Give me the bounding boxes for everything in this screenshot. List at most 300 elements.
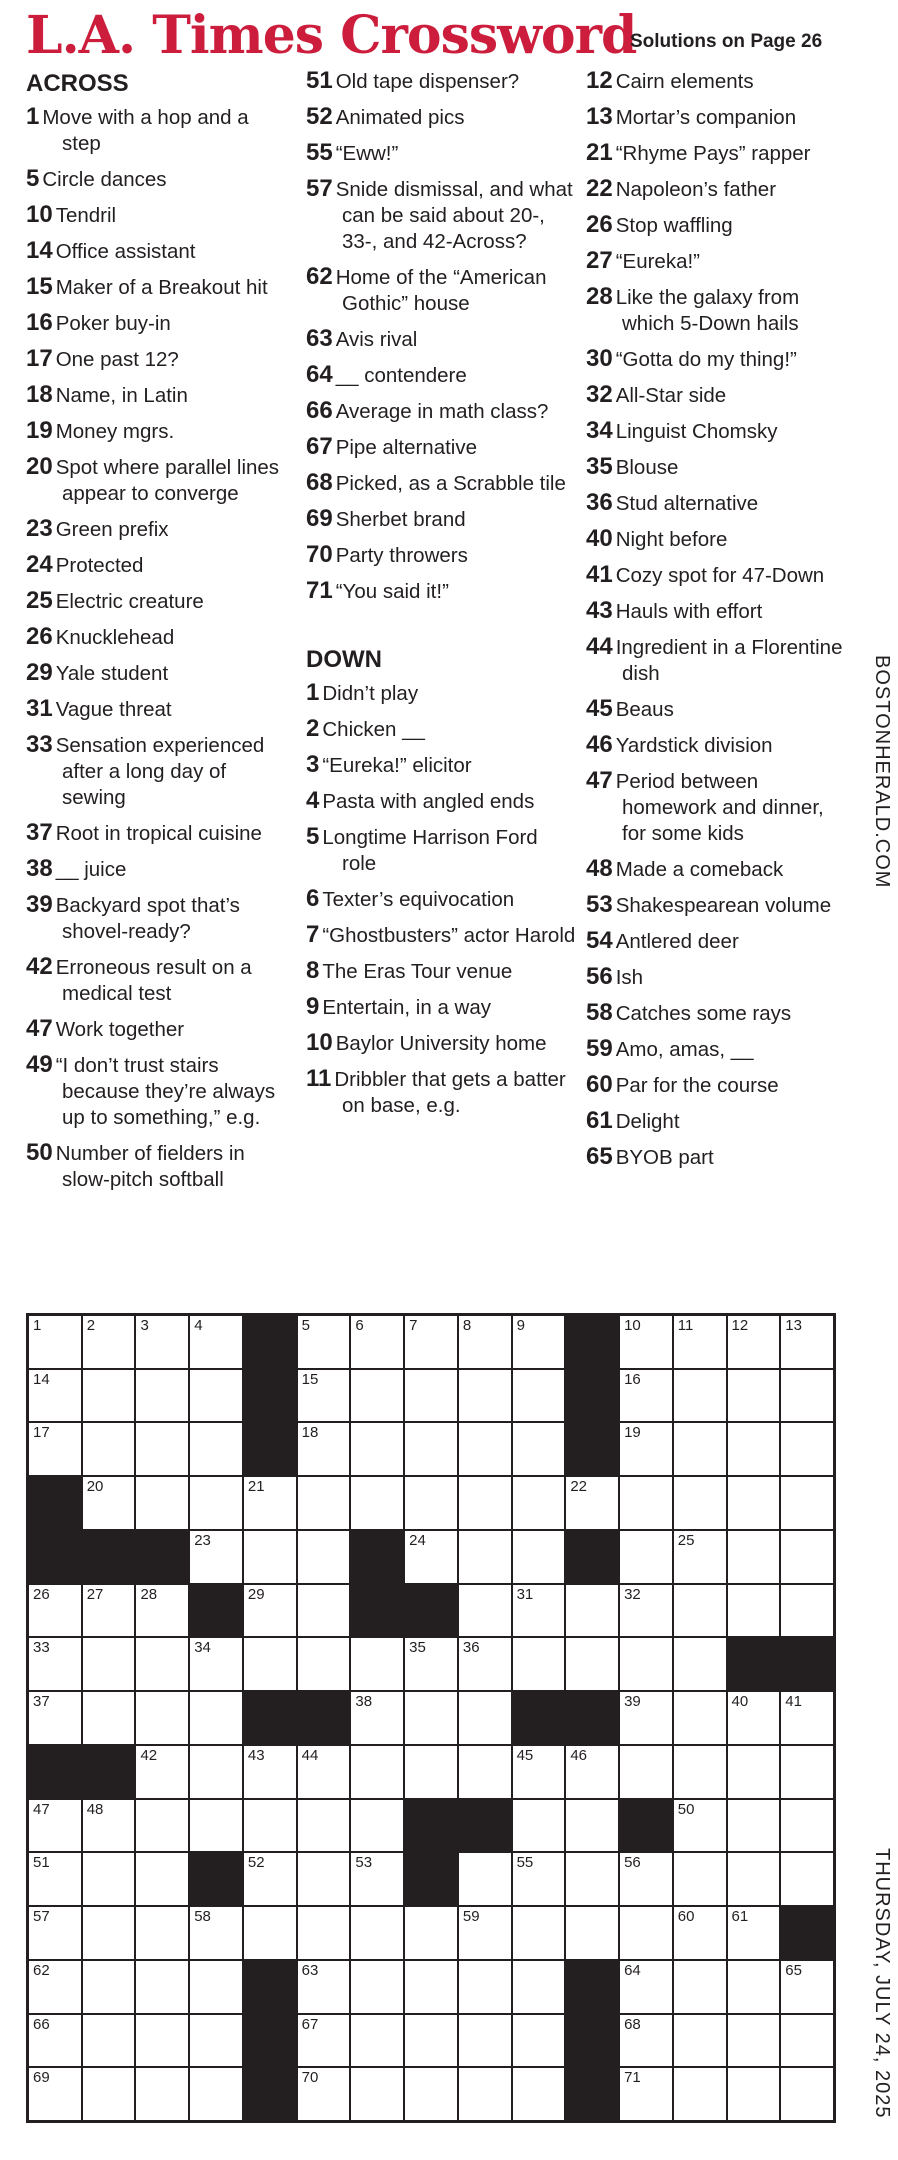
down-clue-7 [306, 922, 576, 949]
grid-cell[interactable] [298, 1746, 350, 1798]
grid-cell[interactable] [620, 1423, 672, 1475]
grid-cell[interactable] [136, 1638, 188, 1690]
clue-number: 35 [586, 453, 613, 480]
grid-cell[interactable] [674, 1316, 726, 1368]
grid-cell[interactable] [728, 1531, 780, 1583]
grid-cell[interactable] [136, 1961, 188, 2013]
grid-cell[interactable] [620, 1746, 672, 1798]
across-clue-66 [306, 398, 576, 425]
clue-number: 23 [26, 515, 53, 542]
clue-number: 69 [306, 505, 333, 532]
clue-text: “I don’t trust stairs because they’re always up to something,” e.g. [55, 1054, 276, 1129]
grid-cell[interactable] [459, 1853, 511, 1905]
grid-cell[interactable] [620, 1692, 672, 1744]
grid-cell[interactable] [298, 1853, 350, 1905]
down-clue-8 [306, 958, 576, 985]
grid-cell[interactable] [781, 1370, 833, 1422]
grid-cell[interactable] [190, 2068, 242, 2120]
grid-cell[interactable] [244, 1531, 296, 1583]
grid-cell[interactable] [190, 1638, 242, 1690]
grid-cell[interactable] [136, 1800, 188, 1852]
grid-cell[interactable] [513, 1746, 565, 1798]
grid-cell[interactable] [83, 1853, 135, 1905]
grid-cell[interactable] [298, 1800, 350, 1852]
grid-cell[interactable] [351, 1961, 403, 2013]
grid-cell[interactable] [459, 1477, 511, 1529]
clue-text: __ contendere [335, 364, 467, 387]
grid-cell[interactable] [674, 1961, 726, 2013]
grid-cell[interactable] [513, 1961, 565, 2013]
grid-cell[interactable] [244, 1853, 296, 1905]
down-clue-40 [586, 526, 846, 553]
grid-cell[interactable] [136, 2068, 188, 2120]
clue-text: “You said it!” [335, 580, 449, 603]
cell-number: 69 [33, 2069, 50, 2087]
grid-cell[interactable] [674, 2068, 726, 2120]
grid-cell[interactable] [728, 1477, 780, 1529]
grid-cell[interactable] [351, 1423, 403, 1475]
grid-cell[interactable] [513, 1423, 565, 1475]
clue-text: Backyard spot that’s shovel-ready? [55, 894, 240, 943]
grid-cell[interactable] [513, 2015, 565, 2067]
grid-cell[interactable] [728, 1853, 780, 1905]
clue-number: 30 [586, 345, 613, 372]
black-square [29, 1531, 81, 1583]
grid-cell[interactable] [459, 1692, 511, 1744]
grid-cell[interactable] [781, 1853, 833, 1905]
grid-cell[interactable] [29, 1585, 81, 1637]
grid-cell[interactable] [459, 1638, 511, 1690]
grid-cell[interactable] [136, 1477, 188, 1529]
grid-cell[interactable] [513, 1477, 565, 1529]
grid-cell[interactable] [405, 1746, 457, 1798]
grid-cell[interactable] [351, 1477, 403, 1529]
across-clue-33 [26, 732, 286, 811]
grid-cell[interactable] [83, 2068, 135, 2120]
grid-cell[interactable] [298, 1638, 350, 1690]
grid-cell[interactable] [136, 1370, 188, 1422]
grid-cell[interactable] [674, 1692, 726, 1744]
grid-cell[interactable] [513, 2068, 565, 2120]
clue-number: 64 [306, 361, 333, 388]
grid-cell[interactable] [136, 1423, 188, 1475]
grid-cell[interactable] [459, 1585, 511, 1637]
clue-number: 37 [26, 819, 53, 846]
grid-cell[interactable] [351, 1316, 403, 1368]
grid-cell[interactable] [781, 1477, 833, 1529]
grid-cell[interactable] [190, 1800, 242, 1852]
black-square [190, 1853, 242, 1905]
grid-cell[interactable] [244, 1477, 296, 1529]
grid-cell[interactable] [136, 1746, 188, 1798]
down-clue-3 [306, 752, 576, 779]
grid-cell[interactable] [513, 1531, 565, 1583]
black-square [566, 1423, 618, 1475]
black-square [244, 1316, 296, 1368]
clue-number: 67 [306, 433, 333, 460]
across-clue-19 [26, 418, 286, 445]
down-clue-26 [586, 212, 846, 239]
clue-number: 18 [26, 381, 53, 408]
grid-cell[interactable] [351, 1692, 403, 1744]
grid-cell[interactable] [351, 2015, 403, 2067]
grid-cell[interactable] [566, 1853, 618, 1905]
cell-number: 26 [33, 1585, 50, 1603]
grid-cell[interactable] [405, 2015, 457, 2067]
grid-cell[interactable] [244, 1585, 296, 1637]
grid-cell[interactable] [620, 2068, 672, 2120]
black-square [83, 1531, 135, 1583]
down-clue-47 [586, 768, 846, 847]
black-square [566, 1316, 618, 1368]
grid-cell[interactable] [728, 1800, 780, 1852]
grid-cell[interactable] [728, 1316, 780, 1368]
clue-number: 9 [306, 993, 320, 1020]
black-square [351, 1531, 403, 1583]
clue-number: 40 [586, 525, 613, 552]
across-clue-31 [26, 696, 286, 723]
grid-cell[interactable] [136, 2015, 188, 2067]
grid-cell[interactable] [29, 1907, 81, 1959]
clue-text: Blouse [615, 456, 679, 479]
grid-cell[interactable] [728, 2015, 780, 2067]
clue-number: 36 [586, 489, 613, 516]
grid-cell[interactable] [620, 1638, 672, 1690]
down-clue-27 [586, 248, 846, 275]
clue-number: 50 [26, 1139, 53, 1166]
grid-cell[interactable] [29, 2015, 81, 2067]
clue-text: Stud alternative [615, 492, 759, 515]
grid-cell[interactable] [298, 1316, 350, 1368]
across-clue-list-cont [306, 68, 576, 605]
down-clue-43 [586, 598, 846, 625]
cell-number: 15 [301, 1370, 319, 1388]
grid-cell[interactable] [29, 1961, 81, 2013]
clue-text: Pasta with angled ends [322, 790, 535, 813]
grid-cell[interactable] [459, 1907, 511, 1959]
grid-cell[interactable] [459, 1316, 511, 1368]
grid-cell[interactable] [83, 1907, 135, 1959]
grid-cell[interactable] [674, 1853, 726, 1905]
grid-cell[interactable] [781, 1800, 833, 1852]
grid-cell[interactable] [674, 1585, 726, 1637]
grid-cell[interactable] [83, 1638, 135, 1690]
grid-cell[interactable] [244, 1746, 296, 1798]
grid-cell[interactable] [566, 1907, 618, 1959]
grid-cell[interactable] [83, 2015, 135, 2067]
across-clue-25 [26, 588, 286, 615]
grid-cell[interactable] [351, 1907, 403, 1959]
grid-cell[interactable] [620, 1531, 672, 1583]
grid-cell[interactable] [244, 1800, 296, 1852]
grid-cell[interactable] [459, 2068, 511, 2120]
grid-cell[interactable] [351, 1746, 403, 1798]
grid-cell[interactable] [513, 1585, 565, 1637]
clue-text: Average in math class? [335, 400, 549, 423]
grid-cell[interactable] [298, 1370, 350, 1422]
grid-cell[interactable] [136, 1853, 188, 1905]
grid-cell[interactable] [190, 1961, 242, 2013]
grid-cell[interactable] [405, 1531, 457, 1583]
grid-cell[interactable] [728, 1907, 780, 1959]
grid-cell[interactable] [513, 1316, 565, 1368]
grid-cell[interactable] [620, 1853, 672, 1905]
grid-cell[interactable] [674, 1800, 726, 1852]
clue-number: 1 [26, 103, 40, 130]
grid-cell[interactable] [566, 1800, 618, 1852]
grid-cell[interactable] [728, 1585, 780, 1637]
cell-number: 57 [33, 1908, 50, 1926]
across-clue-list [26, 104, 286, 1193]
down-clue-34 [586, 418, 846, 445]
clue-text: Money mgrs. [55, 420, 175, 443]
grid-cell[interactable] [781, 1316, 833, 1368]
across-clue-69 [306, 506, 576, 533]
clue-text: Didn’t play [322, 682, 419, 705]
grid-cell[interactable] [781, 1531, 833, 1583]
grid-cell[interactable] [620, 1961, 672, 2013]
grid-cell[interactable] [781, 2068, 833, 2120]
clue-text: Tendril [55, 204, 117, 227]
cell-number: 50 [677, 1800, 695, 1818]
grid-cell[interactable] [83, 1477, 135, 1529]
grid-cell[interactable] [29, 1316, 81, 1368]
grid-cell[interactable] [405, 1907, 457, 1959]
grid-cell[interactable] [405, 1961, 457, 2013]
grid-cell[interactable] [513, 1800, 565, 1852]
grid-cell[interactable] [83, 1585, 135, 1637]
cell-number: 27 [86, 1585, 104, 1603]
grid-cell[interactable] [459, 1531, 511, 1583]
grid-cell[interactable] [728, 1370, 780, 1422]
grid-cell[interactable] [298, 1585, 350, 1637]
clue-text: Beaus [615, 698, 674, 721]
across-clue-18 [26, 382, 286, 409]
grid-cell[interactable] [566, 1585, 618, 1637]
across-clue-51 [306, 68, 576, 95]
grid-cell[interactable] [190, 1692, 242, 1744]
across-clue-67 [306, 434, 576, 461]
clue-text: “Rhyme Pays” rapper [615, 142, 811, 165]
cell-number: 21 [247, 1478, 265, 1496]
grid-cell[interactable] [83, 1370, 135, 1422]
grid-cell[interactable] [83, 1316, 135, 1368]
grid-cell[interactable] [566, 1477, 618, 1529]
grid-cell[interactable] [351, 1638, 403, 1690]
grid-cell[interactable] [244, 1907, 296, 1959]
grid-cell[interactable] [190, 1746, 242, 1798]
grid-cell[interactable] [513, 1853, 565, 1905]
cell-number: 10 [624, 1317, 641, 1334]
clue-text: Antlered deer [615, 930, 739, 953]
grid-cell[interactable] [674, 1370, 726, 1422]
across-clue-5 [26, 166, 286, 193]
grid-cell[interactable] [674, 1907, 726, 1959]
grid-cell[interactable] [298, 1423, 350, 1475]
grid-cell[interactable] [620, 2015, 672, 2067]
grid-cell[interactable] [351, 1853, 403, 1905]
grid-cell[interactable] [405, 1692, 457, 1744]
grid-cell[interactable] [459, 1423, 511, 1475]
grid-cell[interactable] [405, 2068, 457, 2120]
grid-cell[interactable] [728, 1692, 780, 1744]
grid-cell[interactable] [29, 1638, 81, 1690]
black-square [29, 1477, 81, 1529]
grid-cell[interactable] [29, 2068, 81, 2120]
grid-cell[interactable] [298, 1477, 350, 1529]
grid-cell[interactable] [298, 1907, 350, 1959]
black-square [351, 1585, 403, 1637]
grid-cell[interactable] [136, 1907, 188, 1959]
grid-cell[interactable] [620, 1316, 672, 1368]
grid-cell[interactable] [513, 1370, 565, 1422]
grid-cell[interactable] [781, 1692, 833, 1744]
grid-cell[interactable] [728, 1423, 780, 1475]
cell-number: 8 [462, 1317, 472, 1334]
clue-text: Erroneous result on a medical test [55, 956, 252, 1005]
grid-cell[interactable] [29, 1423, 81, 1475]
grid-cell[interactable] [136, 1316, 188, 1368]
across-clue-63 [306, 326, 576, 353]
grid-cell[interactable] [781, 1585, 833, 1637]
cell-number: 53 [355, 1854, 373, 1872]
clue-number: 42 [26, 953, 53, 980]
grid-cell[interactable] [244, 1638, 296, 1690]
grid-cell[interactable] [620, 1585, 672, 1637]
clue-column-3 [586, 68, 846, 1180]
grid-cell[interactable] [674, 1531, 726, 1583]
grid-cell[interactable] [781, 1746, 833, 1798]
grid-cell[interactable] [190, 1423, 242, 1475]
clue-number: 70 [306, 541, 333, 568]
clue-text: All-Star side [615, 384, 727, 407]
across-clue-62 [306, 264, 576, 317]
clue-number: 4 [306, 787, 320, 814]
grid-cell[interactable] [298, 1961, 350, 2013]
across-clue-50 [26, 1140, 286, 1193]
grid-cell[interactable] [513, 1907, 565, 1959]
cell-number: 24 [409, 1531, 426, 1549]
grid-cell[interactable] [190, 1531, 242, 1583]
grid-cell[interactable] [351, 2068, 403, 2120]
grid-cell[interactable] [83, 1961, 135, 2013]
crossword-grid [26, 1313, 836, 2123]
grid-cell[interactable] [620, 1907, 672, 1959]
grid-cell[interactable] [459, 2015, 511, 2067]
cell-number: 34 [194, 1639, 211, 1657]
grid-cell[interactable] [405, 1423, 457, 1475]
grid-cell[interactable] [298, 2015, 350, 2067]
cell-number: 7 [409, 1317, 418, 1334]
grid-cell[interactable] [29, 1800, 81, 1852]
grid-cell[interactable] [136, 1585, 188, 1637]
grid-cell[interactable] [459, 1370, 511, 1422]
clue-text: Dribbler that gets a batter on base, e.g. [334, 1068, 566, 1117]
clue-number: 34 [586, 417, 613, 444]
grid-cell[interactable] [674, 1477, 726, 1529]
grid-cell[interactable] [781, 1961, 833, 2013]
grid-cell[interactable] [405, 1638, 457, 1690]
grid-cell[interactable] [728, 1961, 780, 2013]
grid-cell[interactable] [83, 1423, 135, 1475]
cell-number: 25 [677, 1531, 695, 1549]
down-clue-36 [586, 490, 846, 517]
grid-cell[interactable] [674, 1423, 726, 1475]
clue-number: 26 [26, 623, 53, 650]
grid-cell[interactable] [674, 1638, 726, 1690]
clue-number: 29 [26, 659, 53, 686]
grid-cell[interactable] [136, 1692, 188, 1744]
site-url: BOSTONHERALD.COM [871, 655, 893, 889]
black-square [244, 1692, 296, 1744]
clue-number: 58 [586, 999, 613, 1026]
clue-number: 54 [586, 927, 613, 954]
clue-number: 33 [26, 731, 53, 758]
clue-text: Name, in Latin [55, 384, 188, 407]
clue-text: “Gotta do my thing!” [615, 348, 797, 371]
grid-cell[interactable] [566, 1746, 618, 1798]
grid-cell[interactable] [620, 1370, 672, 1422]
grid-cell[interactable] [405, 1370, 457, 1422]
grid-cell[interactable] [29, 1853, 81, 1905]
grid-cell[interactable] [190, 1907, 242, 1959]
grid-cell[interactable] [190, 2015, 242, 2067]
grid-cell[interactable] [298, 2068, 350, 2120]
cell-number: 70 [301, 2069, 319, 2087]
clue-text: Vague threat [55, 698, 172, 721]
down-clue-32 [586, 382, 846, 409]
clue-text: Chicken __ [322, 718, 425, 741]
black-square [298, 1692, 350, 1744]
black-square [405, 1853, 457, 1905]
black-square [566, 1370, 618, 1422]
cell-number: 55 [516, 1854, 534, 1872]
grid-cell[interactable] [190, 1316, 242, 1368]
grid-cell[interactable] [83, 1800, 135, 1852]
grid-cell[interactable] [566, 1638, 618, 1690]
clue-text: Napoleon’s father [615, 178, 777, 201]
clue-text: Circle dances [42, 168, 167, 191]
grid-cell[interactable] [459, 1961, 511, 2013]
grid-cell[interactable] [351, 1800, 403, 1852]
grid-cell[interactable] [190, 1370, 242, 1422]
grid-cell[interactable] [83, 1692, 135, 1744]
clue-number: 13 [586, 103, 613, 130]
grid-cell[interactable] [29, 1692, 81, 1744]
grid-cell[interactable] [190, 1477, 242, 1529]
grid-cell[interactable] [728, 1746, 780, 1798]
grid-cell[interactable] [513, 1638, 565, 1690]
down-clue-58 [586, 1000, 846, 1027]
grid-cell[interactable] [674, 1746, 726, 1798]
clue-text: Sherbet brand [335, 508, 466, 531]
grid-cell[interactable] [459, 1746, 511, 1798]
grid-cell[interactable] [728, 2068, 780, 2120]
down-clue-61 [586, 1108, 846, 1135]
down-clue-6 [306, 886, 576, 913]
grid-cell[interactable] [298, 1531, 350, 1583]
clue-number: 3 [306, 751, 320, 778]
grid-cell[interactable] [674, 2015, 726, 2067]
cell-number: 2 [86, 1317, 96, 1334]
grid-cell[interactable] [405, 1316, 457, 1368]
grid-cell[interactable] [29, 1370, 81, 1422]
grid-cell[interactable] [620, 1477, 672, 1529]
grid-cell[interactable] [351, 1370, 403, 1422]
grid-cell[interactable] [781, 2015, 833, 2067]
grid-cell[interactable] [405, 1477, 457, 1529]
grid-cell[interactable] [781, 1423, 833, 1475]
